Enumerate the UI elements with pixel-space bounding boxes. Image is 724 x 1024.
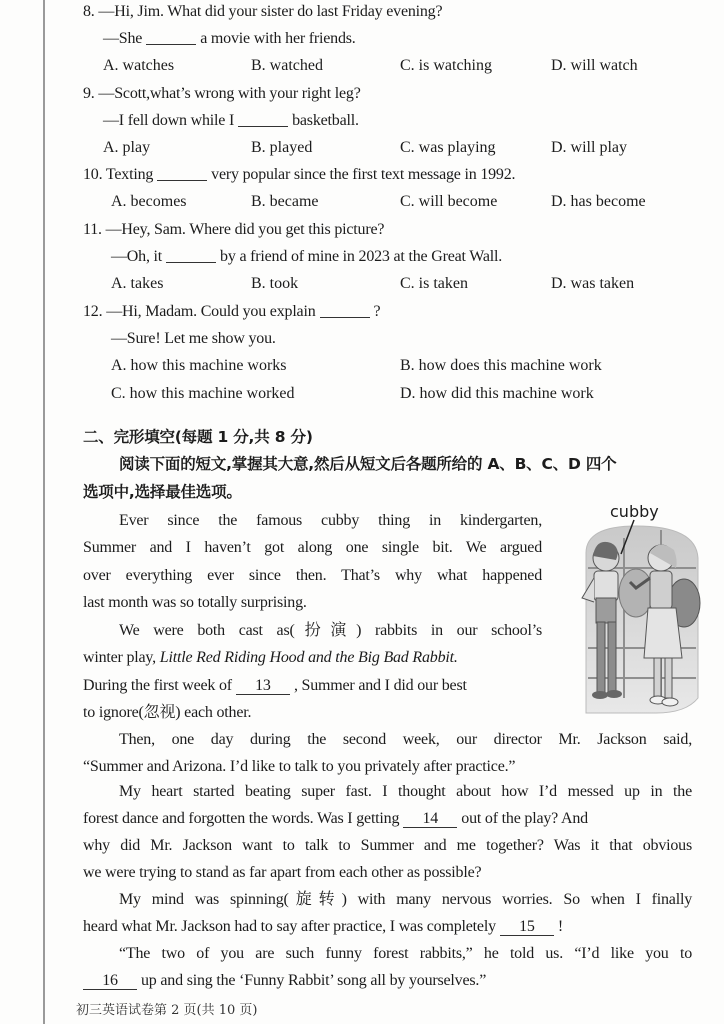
answer-blank: [157, 166, 207, 181]
option-c: C. how this machine worked: [111, 385, 295, 402]
question-11-stem: [83, 220, 384, 240]
option-a: A. takes: [111, 275, 164, 292]
question-12-answer-line: —Sure! Let me show you.: [111, 330, 276, 347]
question-text: —I fell down while I: [103, 112, 235, 129]
blank-15: 15: [500, 919, 554, 936]
question-9-answer-line: [103, 111, 359, 131]
section-instruction-cont: 选项中,选择最佳选项。: [83, 483, 242, 501]
passage-text: During the first week of: [83, 677, 232, 694]
option-a: A. becomes: [111, 193, 187, 210]
passage-line: [83, 809, 588, 829]
question-8-stem: [83, 2, 442, 22]
option-a: A. how this machine works: [111, 357, 287, 374]
question-number: 10.: [83, 166, 103, 183]
passage-line: over everything ever since then. That’s why what happened: [83, 567, 542, 584]
passage-line: Summer and I haven’t got along one single bit. We argued: [83, 539, 542, 556]
question-text: —She: [103, 30, 143, 47]
option-a: A. watches: [103, 57, 175, 74]
question-11-answer-line: [111, 247, 502, 267]
passage-line: Then, one day during the second week, our director Mr. Jackson said,: [119, 731, 692, 748]
blank-16: 16: [83, 973, 137, 990]
question-text: —Hey, Sam. Where did you get this picture?: [105, 221, 385, 238]
passage-line: Ever since the famous cubby thing in kindergarten,: [119, 512, 542, 529]
passage-text: , Summer and I did our best: [293, 677, 467, 694]
question-text: —Oh, it: [111, 248, 163, 265]
answer-blank: [238, 112, 288, 127]
passage-text: heard what Mr. Jackson had to say after practice, I was completely: [83, 918, 496, 935]
blank-14: 14: [403, 811, 457, 828]
passage-text: forest dance and forgotten the words. Was I getting: [83, 810, 400, 827]
answer-blank: [146, 30, 196, 45]
question-10-stem: [83, 165, 515, 185]
passage-line: “The two of you are such funny forest rabbits,” he told us. “I’d like you to: [119, 945, 692, 962]
passage-line: My heart started beating super fast. I thought about how I’d messed up in the: [119, 783, 692, 800]
passage-text: out of the play? And: [461, 810, 588, 827]
passage-text: winter play,: [83, 649, 156, 666]
question-text: —Scott,what’s wrong with your right leg?: [98, 85, 361, 102]
question-number: 9.: [83, 85, 95, 102]
section-title: 二、完形填空(每题 1 分,共 8 分): [83, 428, 313, 446]
option-b: B. became: [251, 193, 319, 210]
passage-line: We were both cast as(扮演) rabbits in our school’s: [119, 622, 542, 639]
option-b: B. took: [251, 275, 299, 292]
page-margin-line: [43, 0, 45, 1024]
option-d: D. will watch: [551, 57, 638, 74]
question-text: —Hi, Madam. Could you explain: [106, 303, 316, 320]
option-d: D. will play: [551, 139, 627, 156]
question-9-stem: [83, 84, 361, 104]
question-text: Texting: [105, 166, 154, 183]
passage-text: up and sing the ‘Funny Rabbit’ song all by yourselves.”: [141, 972, 487, 989]
option-b: B. how does this machine work: [400, 357, 602, 374]
question-text: ?: [373, 303, 381, 320]
option-a: A. play: [103, 139, 151, 156]
option-c: C. was playing: [400, 139, 496, 156]
passage-line: [83, 648, 542, 668]
option-d: D. was taken: [551, 275, 635, 292]
passage-line: [83, 676, 467, 696]
passage-line: My mind was spinning(旋转) with many nervous worries. So when I finally: [119, 891, 692, 908]
question-text: basketball.: [292, 112, 359, 129]
option-c: C. is watching: [400, 57, 492, 74]
question-number: 12.: [83, 303, 103, 320]
passage-line: last month was so totally surprising.: [83, 594, 307, 611]
question-12-stem: [83, 302, 380, 322]
illustration-label: cubby: [610, 502, 659, 521]
option-b: B. watched: [251, 57, 323, 74]
question-number: 8.: [83, 3, 95, 20]
blank-13: 13: [236, 678, 290, 695]
option-d: D. has become: [551, 193, 646, 210]
question-text: —Hi, Jim. What did your sister do last Friday evening?: [98, 3, 443, 20]
question-text: by a friend of mine in 2023 at the Great Wall.: [220, 248, 503, 265]
answer-blank: [166, 248, 216, 263]
passage-line: “Summer and Arizona. I’d like to talk to you privately after practice.”: [83, 758, 516, 775]
passage-line: to ignore(忽视) each other.: [83, 704, 252, 721]
passage-line: why did Mr. Jackson want to talk to Summer and me together? Was it that obvious: [83, 837, 692, 854]
page-footer: 初三英语试卷第 2 页(共 10 页): [76, 1003, 258, 1018]
answer-blank: [320, 303, 370, 318]
option-c: C. will become: [400, 193, 498, 210]
option-c: C. is taken: [400, 275, 468, 292]
passage-line: [83, 917, 563, 937]
option-d: D. how did this machine work: [400, 385, 594, 402]
passage-line: we were trying to stand as far apart from each other as possible?: [83, 864, 482, 881]
passage-line: [83, 971, 486, 991]
question-8-answer-line: [103, 29, 356, 49]
passage-text: !: [557, 918, 564, 935]
play-title: Little Red Riding Hood and the Big Bad Rabbit.: [159, 649, 458, 666]
section-instruction: 阅读下面的短文,掌握其大意,然后从短文后各题所给的 A、B、C、D 四个: [119, 455, 617, 473]
illustration-image: [566, 498, 708, 718]
option-b: B. played: [251, 139, 313, 156]
question-number: 11.: [83, 221, 102, 238]
question-text: very popular since the first text message in 1992.: [211, 166, 516, 183]
cubby-illustration: [566, 498, 708, 718]
question-text: a movie with her friends.: [200, 30, 356, 47]
